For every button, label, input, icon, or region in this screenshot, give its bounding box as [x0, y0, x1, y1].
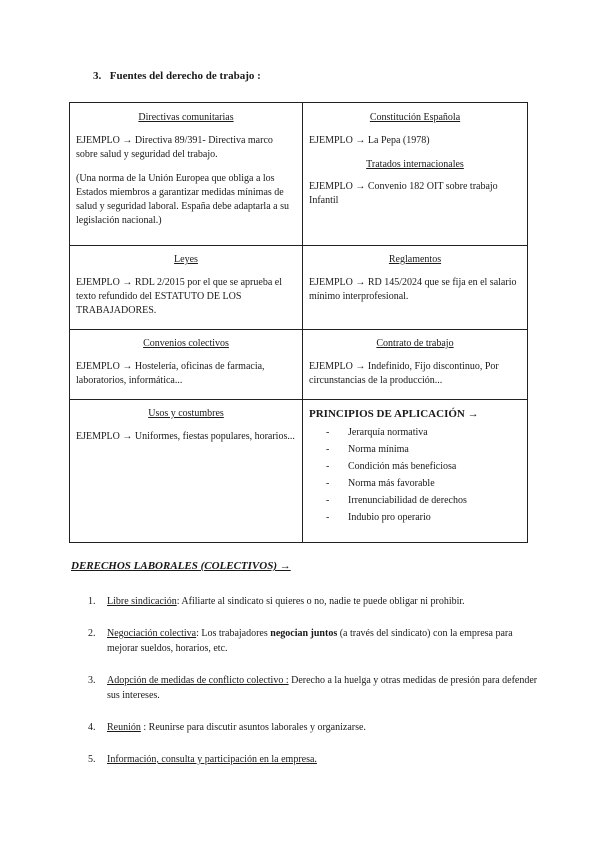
- list-item: - Norma más favorable: [326, 478, 435, 489]
- sources-table: [69, 102, 528, 543]
- cell-usos: [70, 400, 303, 543]
- leyes-title: Leyes: [174, 254, 198, 265]
- derechos-list: [88, 594, 538, 784]
- list-item: 4. Reunión : Reunirse para discutir asuntos laborales y organizarse.: [88, 722, 366, 733]
- derecho-term: Información, consulta y participación en la empresa.: [107, 754, 317, 765]
- list-item: - Jerarquía normativa: [326, 427, 428, 438]
- convenios-example: EJEMPLO → Hostelería, oficinas de farmacia, laboratorios, informática...: [76, 361, 265, 386]
- tratados-title: Tratados internacionales: [366, 159, 464, 170]
- derecho-term: Adopción de medidas de conflicto colectivo :: [107, 675, 289, 686]
- cell-constitucion-tratados: [303, 103, 528, 246]
- cell-reglamentos: [303, 246, 528, 330]
- list-item: - Norma mínima: [326, 444, 409, 455]
- derechos-heading: DERECHOS LABORALES (COLECTIVOS) →: [71, 560, 291, 572]
- reglamentos-example: EJEMPLO → RD 145/2024 que se fija en el salario mínimo interprofesional.: [309, 277, 517, 302]
- directivas-note: (Una norma de la Unión Europea que obliga a los Estados miembros a garantizar medidas mínimas de salud y seguridad laboral. España debe adaptarla a su legislación nacional.): [76, 173, 289, 226]
- reglamentos-title: Reglamentos: [388, 254, 442, 265]
- cell-convenios: [70, 330, 303, 400]
- derecho-term: Libre sindicación: [107, 596, 177, 607]
- list-item: - Condición más beneficiosa: [326, 461, 457, 472]
- directivas-example: EJEMPLO → Directiva 89/391- Directiva marco sobre salud y seguridad del trabajo.: [76, 135, 273, 160]
- principios-list: [309, 424, 521, 526]
- cell-directivas: [70, 103, 303, 246]
- tratados-example: EJEMPLO → Convenio 182 OIT sobre trabajo Infantil: [309, 181, 498, 206]
- contrato-title: Contrato de trabajo: [376, 338, 454, 349]
- list-item: 1. Libre sindicación: Afiliarte al sindicato si quieres o no, nadie te puede obligar ni prohibir.: [88, 596, 465, 607]
- directivas-title: Directivas comunitarias: [138, 112, 234, 123]
- usos-example: EJEMPLO → Uniformes, fiestas populares, horarios...: [76, 431, 295, 442]
- usos-title: Usos y costumbres: [148, 408, 224, 419]
- cell-principios: [303, 400, 528, 543]
- convenios-title: Convenios colectivos: [143, 338, 229, 349]
- list-item: 2. Negociación colectiva: Los trabajadores negocian juntos (a través del sindicato) con la empresa para mejorar sueldos, horarios, etc.: [88, 628, 513, 654]
- derecho-term: Reunión: [107, 722, 141, 733]
- contrato-example: EJEMPLO → Indefinido, Fijo discontinuo, Por circunstancias de la producción...: [309, 361, 499, 386]
- cell-contrato: [303, 330, 528, 400]
- principios-title: PRINCIPIOS DE APLICACIÓN →: [309, 408, 479, 420]
- section-heading: [93, 70, 261, 82]
- list-item: - Indubio pro operario: [326, 512, 431, 523]
- list-item: - Irrenunciabilidad de derechos: [326, 495, 467, 506]
- section-title: Fuentes del derecho de trabajo :: [109, 70, 261, 82]
- list-item: 3. Adopción de medidas de conflicto colectivo : Derecho a la huelga y otras medidas de presión para defender sus intereses.: [88, 675, 538, 701]
- cell-leyes: [70, 246, 303, 330]
- constitucion-example: EJEMPLO → La Pepa (1978): [309, 135, 430, 146]
- section-number: 3.: [93, 70, 102, 82]
- derecho-term: Negociación colectiva: [107, 628, 197, 639]
- constitucion-title: Constitución Española: [369, 112, 461, 123]
- leyes-example: EJEMPLO → RDL 2/2015 por el que se aprueba el texto refundido del ESTATUTO DE LOS TRABAJADORES.: [76, 277, 282, 316]
- list-item: 5. Información, consulta y participación en la empresa.: [88, 754, 317, 765]
